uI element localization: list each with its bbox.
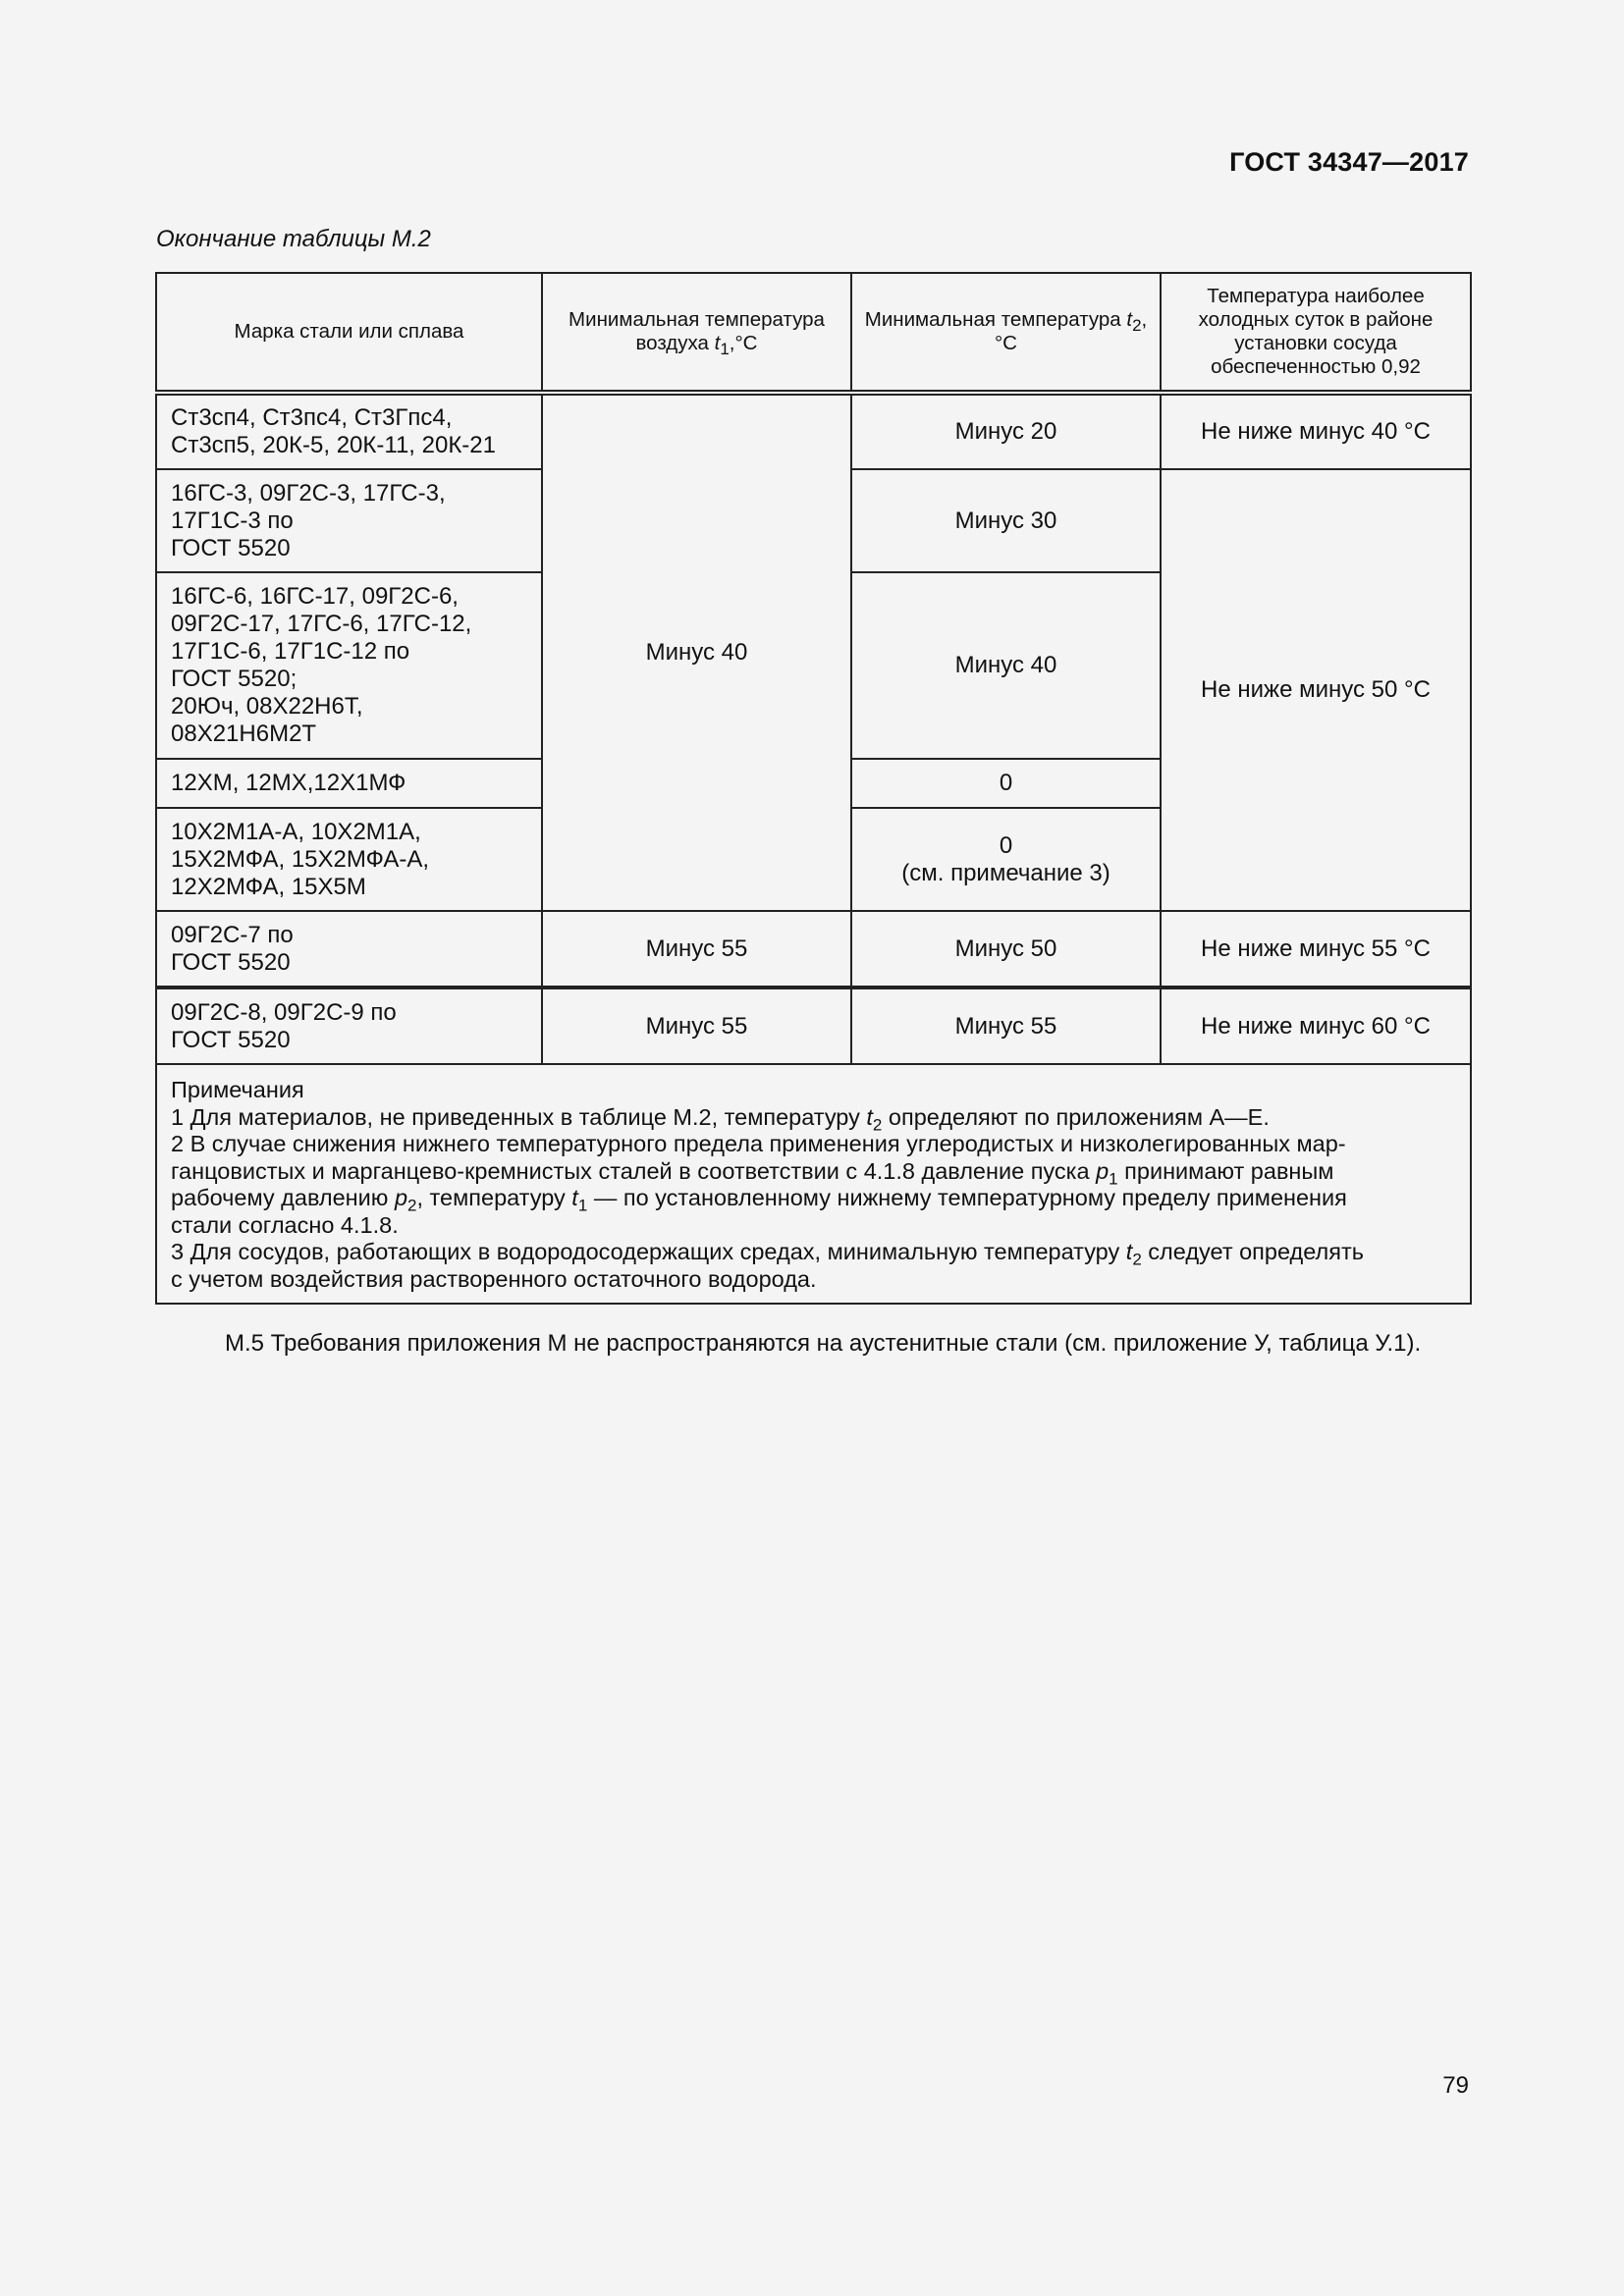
steel-grade-cell: 10Х2М1А-А, 10Х2М1А, 15Х2МФА, 15Х2МФА-А, 12Х2МФА, 15Х5М [156,808,542,911]
min-air-temp-cell: Минус 55 [542,988,851,1064]
table-row [156,911,1471,988]
note-2: 2 В случае снижения нижнего температурного предела применения углеродистых и низколегированных мар- ганцовистых и марганцево-кремнистых сталей в соответствии с 4.1.8 давление пуска $p_1$ принимают равным рабочему давлению $p_2$, температуру $t_1$ — по установленному нижнему температурному пределу применения стали согласно 4.1.8. [171,1131,1347,1238]
min-temp-cell: Минус 55 [851,988,1161,1064]
steel-grade-cell: 09Г2С-7 по ГОСТ 5520 [156,911,542,988]
note-3: 3 Для сосудов, работающих в водородосодержащих средах, минимальную температуру $t_2$ следует определять с учетом воздействия растворенного остаточного водорода. [171,1239,1364,1292]
min-temp-cell: Минус 50 [851,911,1161,988]
header-min-air-temp: Минимальная температура воздуха $t_1,^\circ C$ [542,273,851,393]
page-number: 79 [1442,2072,1469,2099]
header-min-temp: Минимальная температура $t_2$, °C [851,273,1161,393]
steel-grade-cell: 16ГС-3, 09Г2С-3, 17ГС-3, 17Г1С-3 по ГОСТ 5520 [156,469,542,572]
min-temp-cell: Минус 40 [851,572,1161,759]
notes-row [156,1064,1471,1304]
table-row [156,988,1471,1064]
steel-grade-cell: 09Г2С-8, 09Г2С-9 по ГОСТ 5520 [156,988,542,1064]
table-caption: Окончание таблицы М.2 [156,226,431,252]
table-row [156,393,1471,469]
standard-number: ГОСТ 34347—2017 [1229,147,1469,177]
notes-cell [156,1064,1471,1304]
coldest-day-temp-cell: Не ниже минус 40 °С [1161,393,1471,469]
coldest-day-temp-cell: Не ниже минус 60 °С [1161,988,1471,1064]
steel-grade-cell: Ст3сп4, Ст3пс4, Ст3Гпс4, Ст3сп5, 20К-5, 20К-11, 20К-21 [156,393,542,469]
steel-temperature-table [155,272,1472,1305]
header-coldest-day-temp: Температура наиболее холодных суток в районе установки сосуда обеспеченностью 0,92 [1161,273,1471,393]
min-temp-cell: 0 [851,759,1161,808]
coldest-day-temp-cell: Не ниже минус 55 °С [1161,911,1471,988]
table-header-row [156,273,1471,393]
steel-grade-cell: 16ГС-6, 16ГС-17, 09Г2С-6, 09Г2С-17, 17ГС-6, 17ГС-12, 17Г1С-6, 17Г1С-12 по ГОСТ 5520; 20Юч, 08Х22Н6Т, 08Х21Н6М2Т [156,572,542,759]
note-1: 1 Для материалов, не приведенных в таблице М.2, температуру $t_2$ определяют по приложениям А—Е. [171,1103,1270,1135]
notes-title: Примечания [171,1077,304,1102]
header-steel-grade: Марка стали или сплава [156,273,542,393]
paragraph-m5: М.5 Требования приложения М не распространяются на аустенитные стали (см. приложение У, таблица У.1). [225,1330,1422,1357]
min-temp-cell: 0 (см. примечание 3) [851,808,1161,911]
min-temp-cell: Минус 20 [851,393,1161,469]
min-temp-cell: Минус 30 [851,469,1161,572]
coldest-day-temp-merged-cell: Не ниже минус 50 °С [1161,469,1471,911]
min-air-temp-cell: Минус 55 [542,911,851,988]
min-air-temp-merged-cell: Минус 40 [542,393,851,911]
steel-grade-cell: 12ХМ, 12МХ,12Х1МФ [156,759,542,808]
